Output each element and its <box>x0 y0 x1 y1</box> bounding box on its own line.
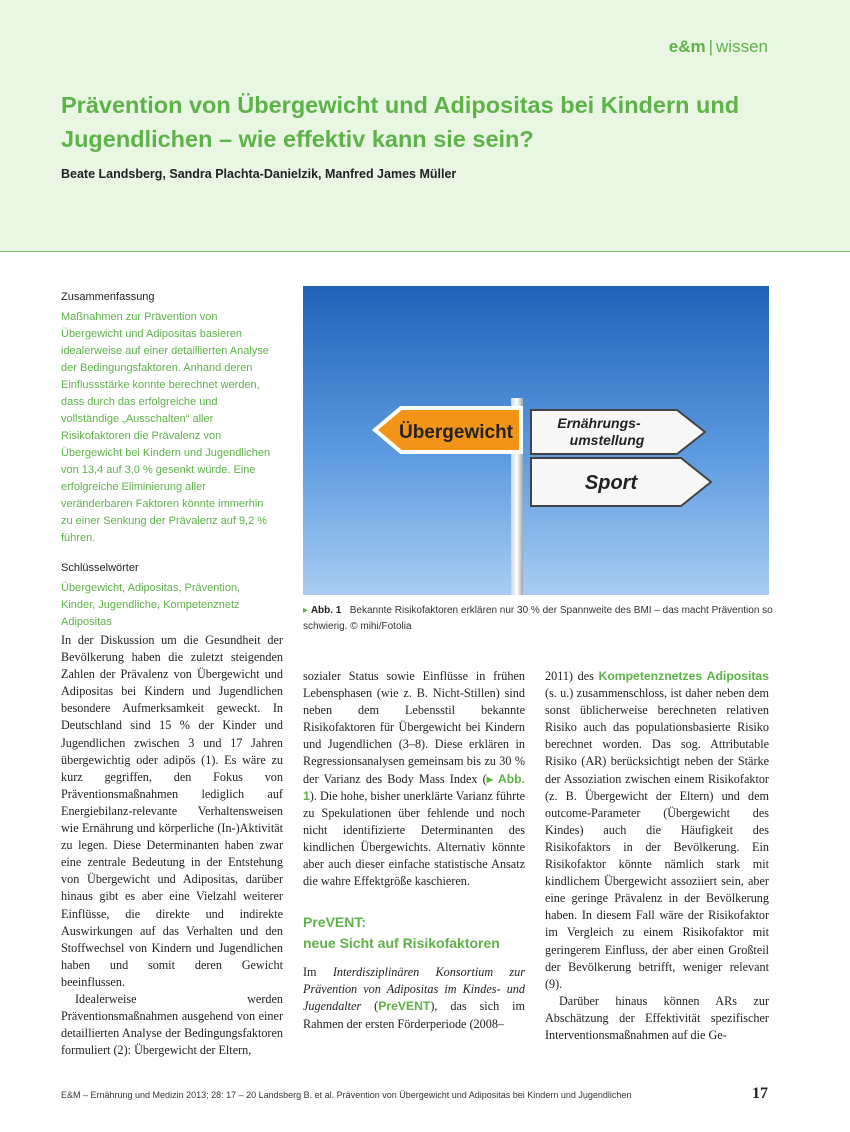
kompetenznetz-link[interactable]: Kompetenznetzes Adipositas <box>598 669 769 683</box>
body-paragraph: In der Diskussion um die Gesundheit der Bevölkerung haben die zuletzt steigenden Zahlen der Prävalenz von Übergewicht und Adipositas bei Kindern und Jugendlichen besondere Aufmerksamkeit geweckt. In Deutschland sind 15 % der Kinder und Jugendlichen zwischen 3 und 17 Jahren übergewichtig oder adipös (1). Es wäre zu kurz gegriffen, den Fokus von Präventionsmaßnahmen lediglich auf Energiebilanz-relevante Verhaltensweisen wie Ernährung und körperliche (In-)Aktivität zu legen. Diese Determinanten haben zwar eine zentrale Bedeutung in der Entstehung von Übergewicht und Adipositas, darüber hinaus gibt es aber eine Vielzahl weiterer Einflüsse, die direkte und indirekte Auswirkungen auf das Verhalten und den Stoffwechsel von Kindern und Jugendlichen haben und somit deren Gewicht beeinflussen. <box>61 633 283 989</box>
body-paragraph <box>303 668 525 890</box>
caption-label-text: Abb. 1 <box>310 605 342 616</box>
page-number: 17 <box>752 1085 768 1102</box>
text-run: (s. u.) zusammenschloss, ist daher neben dem sonst üblicherweise berechneten relativen Risiko auch das populationsbasierte Risiko berechnet worden. Das sog. Attributable Risiko (AR) berücksichtigt neben der Stärke der Assoziation zwischen einem Risikofaktor (z. B. Übergewicht der Eltern) und dem outcome-Parameter (Übergewicht des Kindes) auch die Häufigkeit des Risikofaktors in der Bevölkerung. Ein Risikofaktor könnte nämlich stark mit kindlichem Übergewicht assoziiert sein, aber eine geringe Prävalenz in der Bevölkerung haben. In diesem Fall wäre der Risikofaktor im Vergleich zu einem Risikofaktor mit geringerem Einfluss, der aber einen Großteil der Bevölkerung betrifft, weniger relevant (9). <box>545 686 769 991</box>
text-run: ), das sich im Rahmen der ersten Förderperiode (2008– <box>303 999 525 1031</box>
figure-reference-link[interactable]: ▸ Abb. 1 <box>303 771 525 803</box>
text-run: sozialer Status sowie Einflüsse in frühen Lebensphasen (wie z. B. Nicht-Stillen) sind neben dem Lebensstil bekannte Risikofaktoren für Übergewicht bei Kindern und Jugendlichen (3–8). Diese erklären in Regressionsanalysen gemeinsam bis zu 30 % der Varianz des Body Mass Index ( <box>303 669 525 786</box>
sign-ernaehrung-text-1: Ernährungs- <box>557 415 641 431</box>
text-run: ). Die hohe, bisher unerklärte Varianz führte zu Spekulationen über fehlende und noch nicht identifizierte Determinanten des kindlichen Übergewichts. Alternativ könnte aber auch dieser einfache statistische Ansatz die wahre Effektgröße kaschieren. <box>303 788 525 889</box>
consortium-name: Interdisziplinären Konsortium zur Prävention von Adipositas im Kindes- und Jugendalter <box>303 965 525 1014</box>
journal-brand <box>669 37 768 57</box>
body-paragraph <box>303 964 525 1032</box>
abstract-heading: Zusammenfassung <box>61 291 155 303</box>
caption-label <box>303 605 341 616</box>
text-run: ( <box>361 999 379 1014</box>
section-heading-line-1: PreVENT: <box>303 914 367 931</box>
figure-caption <box>303 603 773 635</box>
footer-citation: E&M – Ernährung und Medizin 2013; 28: 17 – 20 Landsberg B. et al. Prävention von Übergewicht und Adipositas bei Kindern und Jugendlichen <box>61 1090 632 1100</box>
body-paragraph: Idealerweise werden Präventionsmaßnahmen ausgehend von einer detaillierten Analyse der Bedingungsfaktoren formuliert (2): Übergewicht der Eltern, <box>61 991 283 1058</box>
brand-name: e&m <box>668 37 706 56</box>
sign-uebergewicht-text: Übergewicht <box>398 422 514 443</box>
prevent-link[interactable]: PreVENT <box>378 999 431 1014</box>
abstract-sidebar <box>61 289 276 631</box>
sign-sport-text: Sport <box>584 472 638 494</box>
body-column-3 <box>545 668 769 1044</box>
text-run: Im <box>303 965 333 980</box>
figure-photo <box>303 286 769 595</box>
caption-arrow-icon: ▸ <box>303 605 309 616</box>
section-heading <box>303 912 525 954</box>
body-paragraph: Darüber hinaus können ARs zur Abschätzung der Effektivität spezifischer Interventionsmaßnahmen auf die Ge- <box>545 993 769 1042</box>
text-run: 2011) des <box>545 669 599 683</box>
brand-separator: | <box>708 37 714 56</box>
article-title: Prävention von Übergewicht und Adipositas bei Kindern und Jugendlichen – wie effektiv kann sie sein? <box>61 92 740 152</box>
body-paragraph <box>545 668 769 993</box>
keywords-text: Übergewicht, Adipositas, Prävention, Kinder, Jugendliche, Kompetenznetz Adipositas <box>61 582 241 628</box>
article-authors: Beate Landsberg, Sandra Plachta-Danielzik, Manfred James Müller <box>61 167 457 181</box>
brand-section: wissen <box>716 37 768 56</box>
sign-ernaehrung-text-2: umstellung <box>569 432 645 448</box>
header-divider <box>0 251 850 252</box>
body-column-2 <box>303 668 525 1033</box>
signpost-illustration <box>303 286 769 595</box>
keywords-heading: Schlüsselwörter <box>61 562 139 574</box>
caption-text: Bekannte Risikofaktoren erklären nur 30 % der Spannweite des BMI – das macht Prävention so schwierig. © mihi/Fotolia <box>303 605 773 632</box>
body-column-1 <box>61 632 283 1059</box>
abstract-text: Maßnahmen zur Prävention von Übergewicht und Adipositas basieren idealerweise auf einer detaillierten Analyse der Bedingungsfaktoren. Anhand deren Einflussstärke konnte berechnet werden, dass durch das erfolgreiche und vollständige „Ausschalten“ aller Risikofaktoren die Prävalenz von Übergewicht bei Kindern und Jugendlichen von 13,4 auf 3,0 % gesenkt würde. Eine erfolgreiche Eliminierung aller veränderbaren Faktoren könnte immerhin zu einer Senkung der Prävalenz auf 9,2 % führen. <box>61 311 271 544</box>
section-heading-line-2: neue Sicht auf Risikofaktoren <box>303 935 500 952</box>
